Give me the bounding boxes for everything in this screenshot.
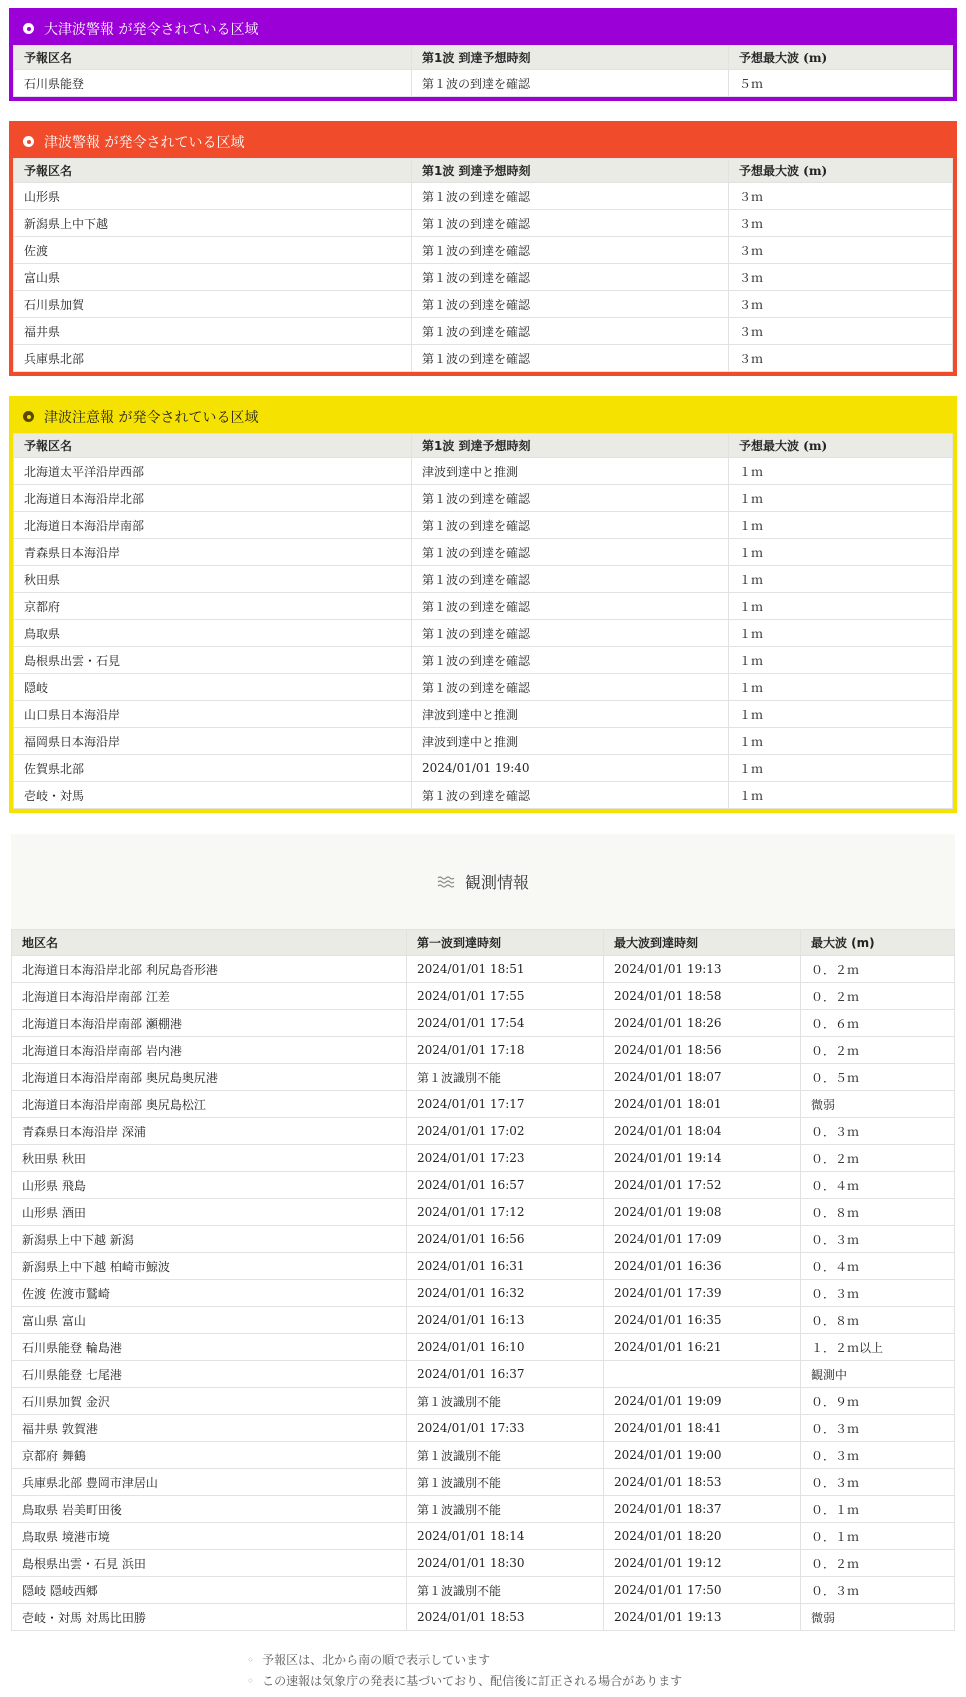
table-cell: 2024/01/01 17:09 <box>604 1226 801 1253</box>
table-row <box>12 1334 955 1361</box>
table-cell: 微弱 <box>801 1604 955 1631</box>
table-cell: 第１波の到達を確認 <box>412 566 729 593</box>
table-cell: １ｍ <box>729 593 953 620</box>
col-header-max-wave: 予想最大波 (m) <box>729 159 953 183</box>
table-cell: ０．２ｍ <box>801 1037 955 1064</box>
table-cell: 第１波の到達を確認 <box>412 674 729 701</box>
table-row <box>14 458 953 485</box>
table-cell: 鳥取県 <box>14 620 412 647</box>
table-row <box>14 485 953 512</box>
section-header <box>13 12 953 45</box>
table-cell: １．２ｍ以上 <box>801 1334 955 1361</box>
table-cell: 津波到達中と推測 <box>412 701 729 728</box>
table-cell: 隠岐 隠岐西郷 <box>12 1577 407 1604</box>
table-row <box>12 1550 955 1577</box>
table-row <box>14 264 953 291</box>
table-cell: 2024/01/01 18:53 <box>604 1469 801 1496</box>
table-cell: ０．３ｍ <box>801 1469 955 1496</box>
col-header-first-wave: 第一波到達時刻 <box>407 930 604 956</box>
table-row <box>14 345 953 372</box>
table-cell: 2024/01/01 19:12 <box>604 1550 801 1577</box>
table-cell: 石川県能登 輪島港 <box>12 1334 407 1361</box>
table-cell: 2024/01/01 16:36 <box>604 1253 801 1280</box>
table-cell: ０．２ｍ <box>801 1550 955 1577</box>
table-row <box>12 1307 955 1334</box>
table-cell: 北海道日本海沿岸南部 <box>14 512 412 539</box>
col-header-area: 予報区名 <box>14 159 412 183</box>
table-cell: ３ｍ <box>729 264 953 291</box>
section-title: 大津波警報 が発令されている区域 <box>44 21 259 38</box>
table-cell: 2024/01/01 18:58 <box>604 983 801 1010</box>
table-row <box>14 70 953 97</box>
table-cell: 福岡県日本海沿岸 <box>14 728 412 755</box>
table-cell: 第１波識別不能 <box>407 1442 604 1469</box>
table-cell: 2024/01/01 17:02 <box>407 1118 604 1145</box>
bullet-icon <box>23 23 34 34</box>
table-cell: 第１波識別不能 <box>407 1469 604 1496</box>
table-cell: 第１波の到達を確認 <box>412 210 729 237</box>
table-row <box>14 318 953 345</box>
table-row <box>14 291 953 318</box>
major-tsunami-warning-section <box>9 8 957 101</box>
wave-icon <box>437 875 455 889</box>
table-cell: 第１波の到達を確認 <box>412 782 729 809</box>
table-cell: 2024/01/01 19:13 <box>604 956 801 983</box>
col-header-max-wave: 最大波 (m) <box>801 930 955 956</box>
table-cell: ０．３ｍ <box>801 1118 955 1145</box>
table-cell: 石川県能登 <box>14 70 412 97</box>
table-cell: 2024/01/01 18:56 <box>604 1037 801 1064</box>
section-header <box>13 400 953 433</box>
table-cell: 青森県日本海沿岸 深浦 <box>12 1118 407 1145</box>
col-header-max-wave: 予想最大波 (m) <box>729 434 953 458</box>
table-cell: ３ｍ <box>729 183 953 210</box>
table-row <box>12 1199 955 1226</box>
table-cell: ０．８ｍ <box>801 1199 955 1226</box>
table-cell: 鳥取県 岩美町田後 <box>12 1496 407 1523</box>
table-row <box>14 647 953 674</box>
table-cell: 北海道日本海沿岸北部 <box>14 485 412 512</box>
observation-table <box>11 929 955 1631</box>
table-cell: 第１波の到達を確認 <box>412 291 729 318</box>
table-row <box>14 755 953 782</box>
table-cell: ０．４ｍ <box>801 1253 955 1280</box>
table-cell: 山形県 酒田 <box>12 1199 407 1226</box>
table-row <box>14 701 953 728</box>
table-row <box>12 983 955 1010</box>
table-cell: １ｍ <box>729 647 953 674</box>
table-cell: 第１波識別不能 <box>407 1577 604 1604</box>
table-cell: １ｍ <box>729 674 953 701</box>
table-row <box>14 620 953 647</box>
table-cell: 山形県 飛島 <box>12 1172 407 1199</box>
table-cell: 第１波の到達を確認 <box>412 70 729 97</box>
table-cell: 島根県出雲・石見 浜田 <box>12 1550 407 1577</box>
table-cell: ０．８ｍ <box>801 1307 955 1334</box>
table-cell: 北海道日本海沿岸北部 利尻島沓形港 <box>12 956 407 983</box>
forecast-table <box>13 158 953 372</box>
table-row <box>12 1145 955 1172</box>
table-row <box>12 1469 955 1496</box>
table-cell: 秋田県 <box>14 566 412 593</box>
col-header-area: 予報区名 <box>14 434 412 458</box>
table-cell: 第１波の到達を確認 <box>412 264 729 291</box>
table-cell: 鳥取県 境港市境 <box>12 1523 407 1550</box>
table-cell: １ｍ <box>729 701 953 728</box>
table-row <box>14 674 953 701</box>
col-header-max-wave-time: 最大波到達時刻 <box>604 930 801 956</box>
table-cell: 第１波の到達を確認 <box>412 318 729 345</box>
table-cell: 2024/01/01 17:33 <box>407 1415 604 1442</box>
note-item: ◦ この速報は気象庁の発表に基づいており、配信後に訂正される場合があります <box>247 1674 683 1688</box>
observation-title: 観測情報 <box>464 873 529 892</box>
table-cell: 2024/01/01 18:41 <box>604 1415 801 1442</box>
table-cell: ０．２ｍ <box>801 983 955 1010</box>
table-row <box>14 728 953 755</box>
table-cell: 2024/01/01 18:04 <box>604 1118 801 1145</box>
table-cell: 2024/01/01 17:52 <box>604 1172 801 1199</box>
table-cell: 石川県能登 七尾港 <box>12 1361 407 1388</box>
table-row <box>14 593 953 620</box>
table-cell: ３ｍ <box>729 318 953 345</box>
forecast-table <box>13 45 953 97</box>
table-cell: 北海道日本海沿岸南部 瀬棚港 <box>12 1010 407 1037</box>
table-cell: １ｍ <box>729 620 953 647</box>
col-header-arrival: 第1波 到達予想時刻 <box>412 159 729 183</box>
table-cell: 2024/01/01 16:13 <box>407 1307 604 1334</box>
section-title: 津波警報 が発令されている区域 <box>44 134 245 151</box>
table-cell: 2024/01/01 16:35 <box>604 1307 801 1334</box>
table-row <box>12 1064 955 1091</box>
table-cell: ０．３ｍ <box>801 1226 955 1253</box>
table-row <box>12 1442 955 1469</box>
col-header-arrival: 第1波 到達予想時刻 <box>412 434 729 458</box>
col-header-arrival: 第1波 到達予想時刻 <box>412 46 729 70</box>
table-cell: 2024/01/01 19:13 <box>604 1604 801 1631</box>
table-row <box>12 1577 955 1604</box>
table-cell: 2024/01/01 18:07 <box>604 1064 801 1091</box>
table-cell: 新潟県上中下越 柏崎市鯨波 <box>12 1253 407 1280</box>
table-cell: 新潟県上中下越 <box>14 210 412 237</box>
table-cell: １ｍ <box>729 728 953 755</box>
table-cell: 第１波識別不能 <box>407 1496 604 1523</box>
table-cell: ３ｍ <box>729 345 953 372</box>
table-cell: 北海道太平洋沿岸西部 <box>14 458 412 485</box>
table-row <box>14 539 953 566</box>
table-cell: 山口県日本海沿岸 <box>14 701 412 728</box>
table-row <box>12 1280 955 1307</box>
table-cell: 2024/01/01 16:21 <box>604 1334 801 1361</box>
table-cell: ０．５ｍ <box>801 1064 955 1091</box>
table-cell: 山形県 <box>14 183 412 210</box>
table-cell: ０．２ｍ <box>801 956 955 983</box>
table-cell: 第１波識別不能 <box>407 1388 604 1415</box>
table-cell: 佐賀県北部 <box>14 755 412 782</box>
table-cell: 第１波の到達を確認 <box>412 539 729 566</box>
table-row <box>14 782 953 809</box>
table-cell: 京都府 <box>14 593 412 620</box>
table-cell: ０．３ｍ <box>801 1577 955 1604</box>
table-cell: 兵庫県北部 <box>14 345 412 372</box>
table-row <box>12 1172 955 1199</box>
table-cell: １ｍ <box>729 512 953 539</box>
table-cell: 2024/01/01 17:50 <box>604 1577 801 1604</box>
table-cell: 2024/01/01 18:30 <box>407 1550 604 1577</box>
col-header-area: 予報区名 <box>14 46 412 70</box>
table-cell: 津波到達中と推測 <box>412 728 729 755</box>
table-cell: 2024/01/01 18:53 <box>407 1604 604 1631</box>
table-cell: 北海道日本海沿岸南部 岩内港 <box>12 1037 407 1064</box>
table-row <box>12 1496 955 1523</box>
table-cell: ０．１ｍ <box>801 1496 955 1523</box>
table-cell: 島根県出雲・石見 <box>14 647 412 674</box>
observation-header <box>11 834 955 929</box>
table-cell: １ｍ <box>729 782 953 809</box>
table-row <box>12 1226 955 1253</box>
table-cell: １ｍ <box>729 566 953 593</box>
table-cell: 2024/01/01 18:01 <box>604 1091 801 1118</box>
table-cell: 北海道日本海沿岸南部 奥尻島松江 <box>12 1091 407 1118</box>
tsunami-advisory-section <box>9 396 957 813</box>
table-cell: ３ｍ <box>729 237 953 264</box>
table-cell: 2024/01/01 18:14 <box>407 1523 604 1550</box>
table-cell: 観測中 <box>801 1361 955 1388</box>
table-row <box>12 1361 955 1388</box>
table-cell: ０．２ｍ <box>801 1145 955 1172</box>
table-cell: 2024/01/01 16:57 <box>407 1172 604 1199</box>
table-cell: ５ｍ <box>729 70 953 97</box>
table-cell: ０．４ｍ <box>801 1172 955 1199</box>
tsunami-warning-section <box>9 121 957 376</box>
table-cell: 第１波の到達を確認 <box>412 485 729 512</box>
forecast-table <box>13 433 953 809</box>
table-cell: 津波到達中と推測 <box>412 458 729 485</box>
table-cell: 第１波の到達を確認 <box>412 512 729 539</box>
table-row <box>12 1604 955 1631</box>
table-row <box>14 183 953 210</box>
table-row <box>12 1091 955 1118</box>
table-row <box>12 1415 955 1442</box>
table-cell: 2024/01/01 19:09 <box>604 1388 801 1415</box>
table-cell: ０．６ｍ <box>801 1010 955 1037</box>
table-cell: 2024/01/01 16:32 <box>407 1280 604 1307</box>
table-cell: 壱岐・対馬 対馬比田勝 <box>12 1604 407 1631</box>
table-cell: 微弱 <box>801 1091 955 1118</box>
table-row <box>12 1253 955 1280</box>
table-cell: 2024/01/01 19:08 <box>604 1199 801 1226</box>
table-cell: 北海道日本海沿岸南部 奥尻島奥尻港 <box>12 1064 407 1091</box>
table-cell: 佐渡 <box>14 237 412 264</box>
table-cell: 2024/01/01 17:39 <box>604 1280 801 1307</box>
table-cell: １ｍ <box>729 755 953 782</box>
table-row <box>12 1037 955 1064</box>
table-row <box>12 956 955 983</box>
table-cell: 壱岐・対馬 <box>14 782 412 809</box>
table-cell: 2024/01/01 16:10 <box>407 1334 604 1361</box>
table-cell: 隠岐 <box>14 674 412 701</box>
table-cell: 2024/01/01 17:17 <box>407 1091 604 1118</box>
table-cell: ３ｍ <box>729 291 953 318</box>
table-cell: 2024/01/01 19:40 <box>412 755 729 782</box>
notes-list <box>247 1650 682 1692</box>
table-row <box>12 1010 955 1037</box>
table-cell: ０．１ｍ <box>801 1523 955 1550</box>
table-cell: 第１波識別不能 <box>407 1064 604 1091</box>
bullet-icon <box>23 136 34 147</box>
table-cell <box>604 1361 801 1388</box>
table-cell: 石川県加賀 <box>14 291 412 318</box>
table-cell: 北海道日本海沿岸南部 江差 <box>12 983 407 1010</box>
table-cell: 2024/01/01 19:14 <box>604 1145 801 1172</box>
table-cell: 福井県 敦賀港 <box>12 1415 407 1442</box>
table-cell: 2024/01/01 17:23 <box>407 1145 604 1172</box>
table-cell: 2024/01/01 16:37 <box>407 1361 604 1388</box>
col-header-station: 地区名 <box>12 930 407 956</box>
table-cell: １ｍ <box>729 539 953 566</box>
table-cell: 2024/01/01 17:55 <box>407 983 604 1010</box>
table-cell: 2024/01/01 19:00 <box>604 1442 801 1469</box>
table-cell: 2024/01/01 18:26 <box>604 1010 801 1037</box>
table-cell: 2024/01/01 18:37 <box>604 1496 801 1523</box>
table-cell: ０．９ｍ <box>801 1388 955 1415</box>
table-cell: 2024/01/01 17:54 <box>407 1010 604 1037</box>
table-cell: 第１波の到達を確認 <box>412 183 729 210</box>
table-cell: ０．３ｍ <box>801 1415 955 1442</box>
note-item: ◦ 予報区は、北から南の順で表示しています <box>247 1653 491 1667</box>
table-cell: 2024/01/01 18:51 <box>407 956 604 983</box>
table-cell: 第１波の到達を確認 <box>412 620 729 647</box>
table-cell: 富山県 富山 <box>12 1307 407 1334</box>
table-row <box>12 1388 955 1415</box>
table-cell: 富山県 <box>14 264 412 291</box>
table-row <box>14 512 953 539</box>
observation-section <box>11 834 955 1631</box>
table-cell: 佐渡 佐渡市鷲崎 <box>12 1280 407 1307</box>
table-cell: 京都府 舞鶴 <box>12 1442 407 1469</box>
table-cell: ０．３ｍ <box>801 1442 955 1469</box>
table-row <box>14 566 953 593</box>
table-cell: 第１波の到達を確認 <box>412 647 729 674</box>
table-cell: 2024/01/01 17:12 <box>407 1199 604 1226</box>
table-cell: 秋田県 秋田 <box>12 1145 407 1172</box>
table-cell: 2024/01/01 16:56 <box>407 1226 604 1253</box>
section-title: 津波注意報 が発令されている区域 <box>44 409 259 426</box>
table-cell: 第１波の到達を確認 <box>412 237 729 264</box>
table-row <box>14 210 953 237</box>
section-header <box>13 125 953 158</box>
table-cell: 石川県加賀 金沢 <box>12 1388 407 1415</box>
table-cell: 兵庫県北部 豊岡市津居山 <box>12 1469 407 1496</box>
col-header-max-wave: 予想最大波 (m) <box>729 46 953 70</box>
table-row <box>14 237 953 264</box>
table-cell: 新潟県上中下越 新潟 <box>12 1226 407 1253</box>
table-cell: 第１波の到達を確認 <box>412 593 729 620</box>
table-cell: 2024/01/01 18:20 <box>604 1523 801 1550</box>
table-row <box>12 1523 955 1550</box>
table-cell: 福井県 <box>14 318 412 345</box>
table-cell: 第１波の到達を確認 <box>412 345 729 372</box>
table-cell: ０．３ｍ <box>801 1280 955 1307</box>
table-cell: 2024/01/01 17:18 <box>407 1037 604 1064</box>
table-row <box>12 1118 955 1145</box>
table-cell: １ｍ <box>729 458 953 485</box>
table-cell: 2024/01/01 16:31 <box>407 1253 604 1280</box>
table-cell: １ｍ <box>729 485 953 512</box>
table-cell: ３ｍ <box>729 210 953 237</box>
table-cell: 青森県日本海沿岸 <box>14 539 412 566</box>
bullet-icon <box>23 411 34 422</box>
